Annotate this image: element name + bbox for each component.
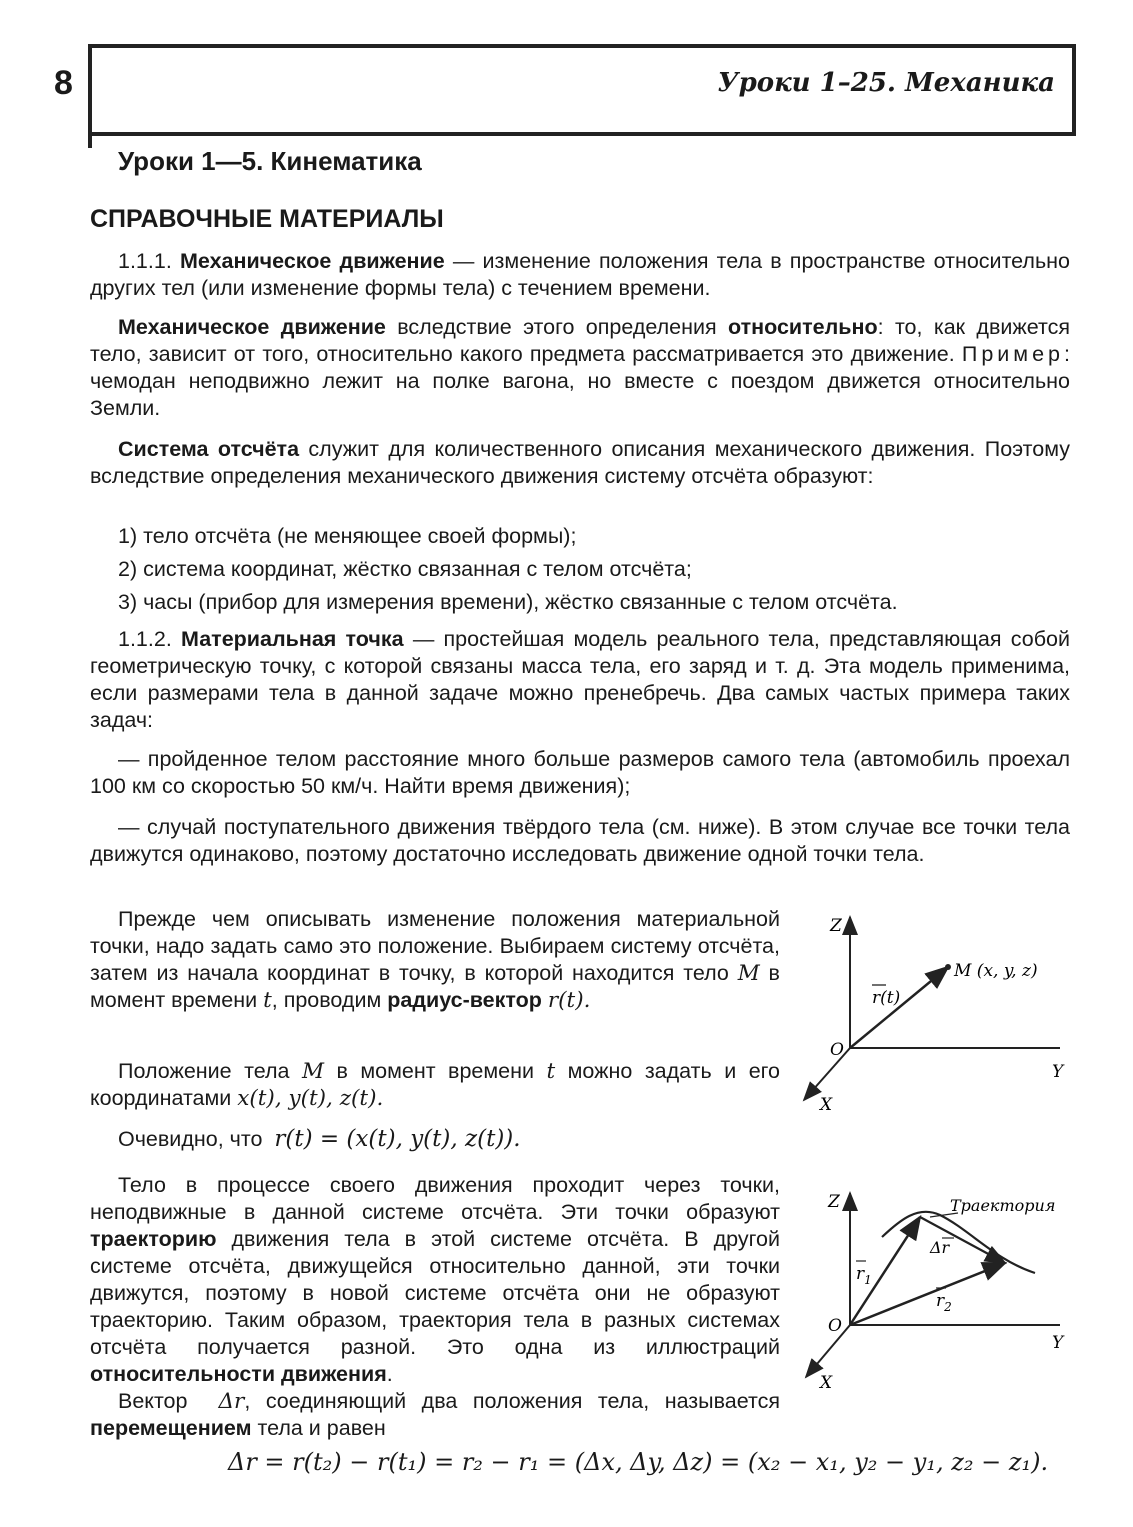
z-label: Z [830,916,842,936]
p1-term: Механическое движение [179,249,445,273]
p5-t: t [263,988,272,1013]
paragraph-coordinates [90,1058,780,1112]
r1-label-main: r [856,1264,865,1284]
p2-text1: вследствие этого определения [385,315,728,339]
paragraph-radius-vector [90,906,780,1014]
dash-item-1: — пройденное телом расстояние много больше размеров самого тела (автомобиль проехал 100 км со скоростью 50 км/ч. Найти время движения); [90,747,1070,798]
section-title: Уроки 1—5. Кинематика [118,146,422,176]
point-m-label: M (x, y, z) [954,961,1038,981]
p5-text1: Прежде чем описывать изменение положения материальной точки, надо задать само это положение. Выбираем систему отсчёта, затем из начала координат в точку, в которой находится тело [90,907,780,985]
p8-text3: . [386,1362,393,1386]
paragraph-displacement [90,1388,780,1442]
r2-label-sub: 2 [944,1300,952,1314]
p8-term2: относительности движения [90,1362,387,1386]
p5-m: M [737,961,760,986]
r2-label-main: r [936,1291,945,1311]
p9-text2: , соединяющий два положения тела, называется [244,1389,780,1413]
running-title: Уроки 1–25. Механика [717,68,1055,98]
p5-formula: r(t). [547,988,591,1013]
p6-t: t [546,1059,556,1084]
p6-text2: в момент времени [323,1059,547,1083]
point-m [945,964,951,970]
p6-text1: Положение тела [118,1059,302,1083]
delta-r-label: Δr [930,1238,950,1257]
p5-term: радиус-вектор [387,988,542,1012]
list-item: 3) часы (прибор для измерения времени), жёстко связанные с телом отсчёта. [118,590,898,614]
p9-term: перемещением [90,1416,252,1440]
p5-text2: в момент времени [90,961,780,1012]
p4-term: Материальная точка [181,627,404,651]
o-label: O [830,1040,844,1060]
p4-text: — простейшая модель реального тела, представляющая собой геометрическую точку, с которой связаны масса тела, его заряд и т. д. Эта модель применима, если размерами тела в данной задаче можно пренебречь. Два самых частых примера таких задач: [90,627,1070,732]
p2-term: Механическое движение [118,315,386,339]
p2-text3: : чемодан неподвижно лежит на полке вагона, но вместе с поездом движется относительно Земли. [90,342,1070,420]
list-item: 2) система координат, жёстко связанная с телом отсчёта; [118,557,692,581]
p7-formula: r(t) = (x(t), y(t), z(t)). [274,1126,521,1152]
x-label: X [820,1373,833,1393]
paragraph-material-point [90,626,1070,734]
x-label: X [820,1095,833,1115]
p2-example: Пример [961,342,1065,366]
subsection-title: СПРАВОЧНЫЕ МАТЕРИАЛЫ [90,205,444,233]
p5-text3: , проводим [271,988,388,1012]
y-label: Y [1052,1062,1064,1082]
p6-m: M [301,1059,324,1084]
figure-radius-vector [790,905,1080,1120]
r2-label [936,1291,952,1314]
r2-arrow [850,1263,1005,1325]
p4-num: 1.1.2. [118,627,172,651]
paragraph-reference-frame [90,436,1070,490]
p1-num: 1.1.1. [118,249,172,273]
dash-item-2: — случай поступательного движения твёрдого тела (см. ниже). В этом случае все точки тела движутся одинаково, поэтому достаточно исследовать движение одной точки тела. [90,815,1070,866]
trajectory-label: Траектория [950,1196,1056,1215]
p2-term2: относительно [728,315,878,339]
p2-text2: : то, как движется тело, зависит от того, относительно какого предмета рассматривается это движение. [90,315,1070,366]
p7-text: Очевидно, что [118,1127,263,1151]
displacement-formula: Δr = r(t₂) − r(t₁) = r₂ − r₁ = (Δx, Δy, Δz) = (x₂ − x₁, y₂ − y₁, z₂ − z₁). [228,1448,1049,1476]
figure-trajectory [790,1185,1080,1400]
p3-text: служит для количественного описания механического движения. Поэтому вследствие определения механического движения систему отсчёта образуют: [90,437,1070,488]
p1-text: — изменение положения тела в пространстве относительно других тел (или изменение формы тела) с течением времени. [90,249,1070,300]
p9-text3: тела и равен [251,1416,386,1440]
paragraph-obvious [90,1126,780,1153]
list-item: 1) тело отсчёта (не меняющее своей формы); [118,524,577,548]
vector-label: r(t) [872,988,901,1008]
p3-term: Система отсчёта [118,437,300,461]
paragraph-mechanical-motion [90,248,1070,302]
z-label: Z [828,1192,840,1212]
o-label: O [828,1316,842,1336]
r1-label [856,1264,872,1287]
p9-text1: Вектор [118,1389,188,1413]
p8-term: траекторию [90,1227,217,1251]
page-number: 8 [54,64,73,102]
p6-text3: можно задать и его координатами [90,1059,780,1110]
r1-label-sub: 1 [864,1273,872,1287]
p8-text2: движения тела в этой системе отсчёта. В другой системе отсчёта, движущейся относительно данной, эти точки движутся, поэтому в новой системе отсчёта они не образуют траекторию. Таким образом, траектория тела в разных системах отсчёта получается разной. Это одна из иллюстраций [90,1227,780,1359]
y-label: Y [1052,1333,1064,1353]
p6-coords: x(t), y(t), z(t). [237,1086,384,1111]
paragraph-trajectory [90,1172,780,1388]
p8-text1: Тело в процессе своего движения проходит через точки, неподвижные в данной системе отсчёта. Эти точки образуют [90,1173,780,1224]
paragraph-relativity [90,314,1070,422]
p9-delta-r: Δr [218,1389,245,1414]
